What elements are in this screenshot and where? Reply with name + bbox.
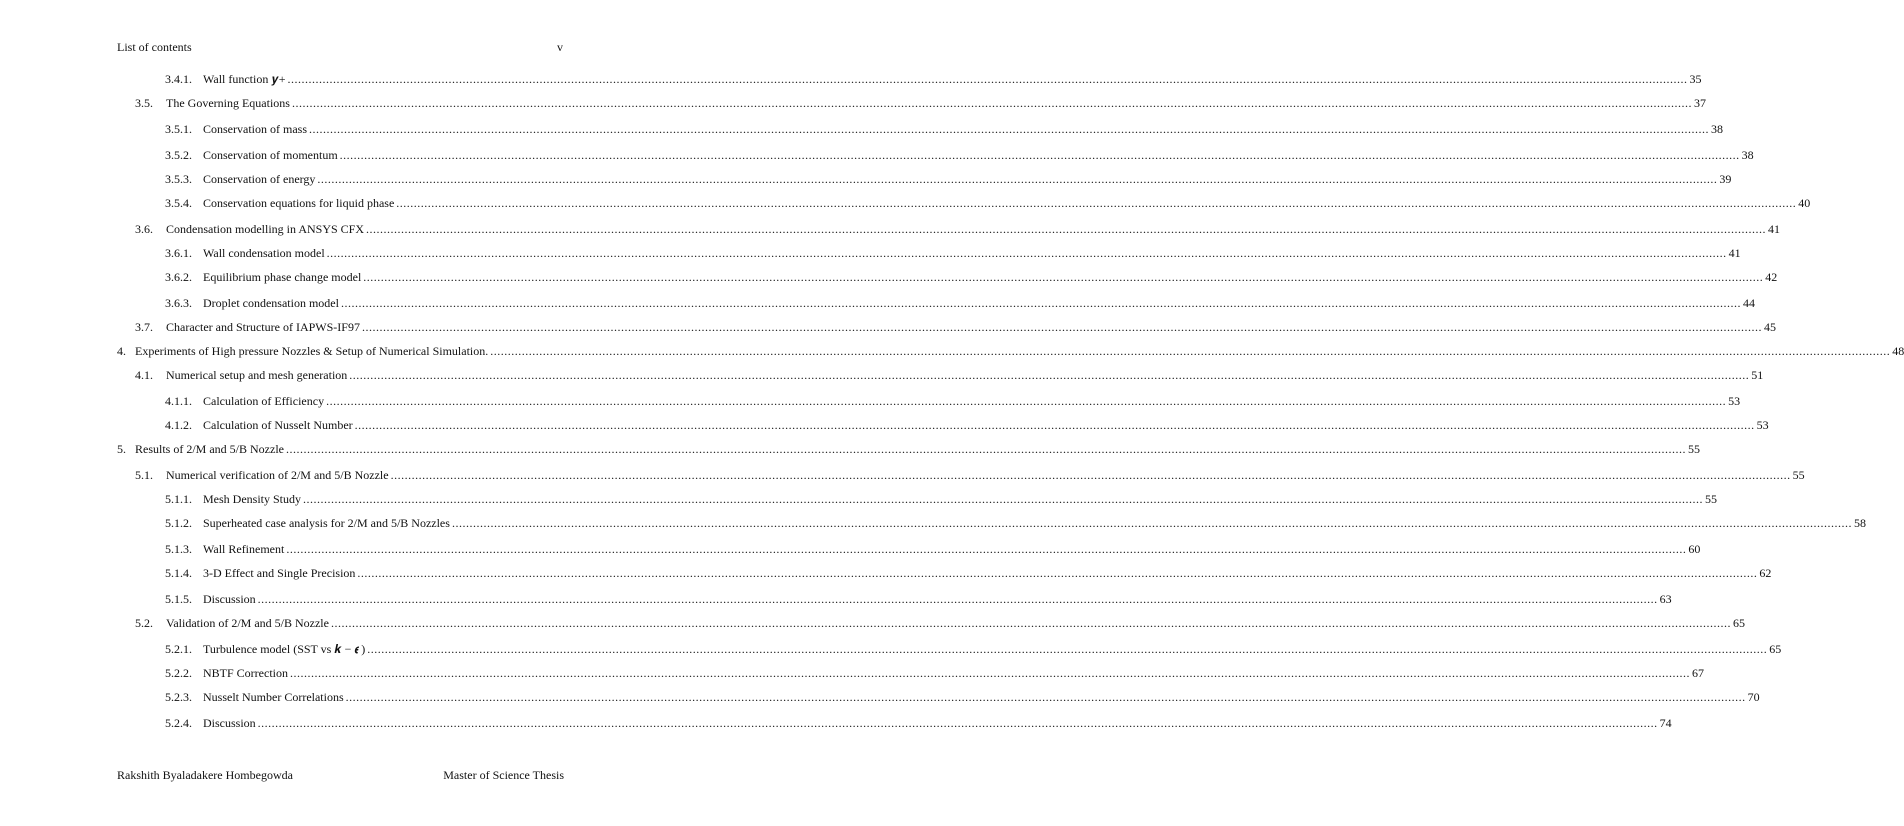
- toc-entry-number: 5.1.3.: [165, 542, 192, 556]
- toc-leader-dots: ................................................................................................................................................................................................................................................................................................................................................................................................................: [317, 172, 1718, 186]
- toc-leader-dots: ................................................................................................................................................................................................................................................................................................................................................................................................................: [451, 516, 1852, 530]
- toc-entry-title: Calculation of Nusselt Number: [203, 418, 353, 432]
- toc-entry-title: Wall Refinement: [203, 542, 285, 556]
- toc-leader-dots: ................................................................................................................................................................................................................................................................................................................................................................................................................: [363, 270, 1764, 284]
- toc-entry[interactable]: [165, 392, 1741, 410]
- toc-entry-number: 3.7.: [135, 320, 153, 334]
- footer-author: Rakshith Byaladakere Hombegowda: [117, 768, 293, 782]
- toc-leader-dots: ................................................................................................................................................................................................................................................................................................................................................................................................................: [286, 542, 1687, 556]
- toc-entry-title: Numerical setup and mesh generation: [166, 368, 348, 382]
- toc-entry-page: 63: [1659, 592, 1672, 606]
- toc-leader-dots: ................................................................................................................................................................................................................................................................................................................................................................................................................: [345, 690, 1746, 704]
- toc-entry-title: Results of 2/M and 5/B Nozzle: [135, 442, 284, 456]
- toc-leader-dots: ................................................................................................................................................................................................................................................................................................................................................................................................................: [303, 492, 1704, 506]
- toc-entry[interactable]: [117, 342, 1904, 360]
- toc-entry-title: Discussion: [203, 592, 256, 606]
- toc-entry-page: 38: [1741, 148, 1754, 162]
- toc-entry-title: Conservation of momentum: [203, 148, 338, 162]
- toc-entry-title: The Governing Equations: [166, 96, 290, 110]
- toc-entry-page: 55: [1687, 442, 1700, 456]
- toc-entry-number: 4.1.2.: [165, 418, 192, 432]
- toc-entry-page: 67: [1692, 666, 1704, 680]
- toc-leader-dots: ................................................................................................................................................................................................................................................................................................................................................................................................................: [285, 442, 1686, 456]
- toc-entry-page: 53: [1756, 418, 1769, 432]
- toc-entry-number: 3.5.1.: [165, 122, 192, 136]
- page-footer: [117, 768, 567, 786]
- toc-entry[interactable]: [165, 170, 1732, 188]
- toc-entry-page: 38: [1711, 122, 1723, 136]
- toc-entry-number: 3.6.3.: [165, 296, 192, 310]
- toc-entry-number: 3.4.1.: [165, 72, 192, 86]
- toc-entry-title: Calculation of Efficiency: [203, 394, 325, 408]
- toc-entry-title: Mesh Density Study: [203, 492, 302, 506]
- toc-leader-dots: ................................................................................................................................................................................................................................................................................................................................................................................................................: [339, 148, 1740, 162]
- toc-entry-title: Numerical verification of 2/M and 5/B Nozzle: [166, 468, 389, 482]
- toc-leader-dots: ................................................................................................................................................................................................................................................................................................................................................................................................................: [367, 642, 1768, 656]
- toc-leader-dots: ................................................................................................................................................................................................................................................................................................................................................................................................................: [390, 468, 1791, 482]
- toc-entry[interactable]: [165, 194, 1811, 212]
- toc-entry[interactable]: [165, 268, 1778, 286]
- toc-entry-title: Conservation of energy: [203, 172, 316, 186]
- toc-entry[interactable]: [165, 714, 1672, 732]
- toc-entry-page: 35: [1689, 72, 1702, 86]
- toc-entry-page: 42: [1765, 270, 1778, 284]
- toc-entry-page: 70: [1747, 690, 1760, 704]
- toc-entry[interactable]: [117, 440, 1700, 458]
- toc-entry[interactable]: [135, 318, 1776, 336]
- toc-entry[interactable]: [165, 564, 1772, 582]
- toc-leader-dots: ................................................................................................................................................................................................................................................................................................................................................................................................................: [326, 394, 1727, 408]
- toc-entry-number: 3.6.2.: [165, 270, 192, 284]
- toc-entry[interactable]: [165, 514, 1866, 532]
- toc-leader-dots: ................................................................................................................................................................................................................................................................................................................................................................................................................: [490, 344, 1891, 358]
- toc-entry[interactable]: [165, 70, 1702, 88]
- toc-entry-page: 65: [1769, 642, 1782, 656]
- toc-entry-number: 3.5.4.: [165, 196, 192, 210]
- toc-entry-page: 55: [1792, 468, 1805, 482]
- toc-entry-page: 53: [1728, 394, 1741, 408]
- toc-entry-number: 5.1.2.: [165, 516, 192, 530]
- toc-entry[interactable]: [165, 490, 1718, 508]
- toc-entry[interactable]: [135, 94, 1706, 112]
- toc-entry-page: 60: [1688, 542, 1701, 556]
- toc-entry-page: 65: [1732, 616, 1745, 630]
- toc-leader-dots: ................................................................................................................................................................................................................................................................................................................................................................................................................: [257, 716, 1658, 730]
- toc-leader-dots: ................................................................................................................................................................................................................................................................................................................................................................................................................: [340, 296, 1741, 310]
- toc-entry-page: 62: [1759, 566, 1772, 580]
- toc-entry[interactable]: [135, 220, 1781, 238]
- toc-entry[interactable]: [165, 416, 1769, 434]
- toc-entry-title: Wall condensation model: [203, 246, 325, 260]
- toc-entry-page: 41: [1768, 222, 1781, 236]
- toc-leader-dots: ................................................................................................................................................................................................................................................................................................................................................................................................................: [349, 368, 1750, 382]
- toc-entry-title: Experiments of High pressure Nozzles & Setup of Numerical Simulation.: [135, 344, 489, 358]
- toc-entry[interactable]: [165, 146, 1754, 164]
- toc-entry[interactable]: [165, 688, 1760, 706]
- toc-entry[interactable]: [165, 294, 1755, 312]
- toc-leader-dots: ................................................................................................................................................................................................................................................................................................................................................................................................................: [330, 616, 1731, 630]
- toc-entry-number: 5.1.: [135, 468, 153, 482]
- toc-entry[interactable]: [135, 466, 1805, 484]
- toc-entry-page: 37: [1693, 96, 1706, 110]
- toc-entry-number: 3.6.1.: [165, 246, 192, 260]
- toc-leader-dots: ................................................................................................................................................................................................................................................................................................................................................................................................................: [354, 418, 1755, 432]
- toc-entry-number: 5.: [117, 442, 126, 456]
- toc-entry-title: Equilibrium phase change model: [203, 270, 362, 284]
- toc-leader-dots: ................................................................................................................................................................................................................................................................................................................................................................................................................: [309, 122, 1709, 136]
- toc-leader-dots: ................................................................................................................................................................................................................................................................................................................................................................................................................: [396, 196, 1797, 210]
- toc-entry-title: Conservation of mass: [203, 122, 307, 136]
- toc-entry[interactable]: [165, 590, 1672, 608]
- toc-entry-number: 5.1.5.: [165, 592, 192, 606]
- toc-entry-page: 41: [1728, 246, 1741, 260]
- toc-entry-title: Superheated case analysis for 2/M and 5/B Nozzles: [203, 516, 450, 530]
- toc-entry-title: Conservation equations for liquid phase: [203, 196, 395, 210]
- toc-entry-page: 74: [1659, 716, 1672, 730]
- toc-entry-number: 3.5.: [135, 96, 153, 110]
- toc-entry-title: Turbulence model (SST vs 𝒌 − 𝝐 ): [203, 642, 366, 656]
- toc-entry-title: Wall function 𝒚+: [203, 72, 286, 86]
- toc-entry[interactable]: [165, 664, 1704, 682]
- toc-entry-title: Condensation modelling in ANSYS CFX: [166, 222, 365, 236]
- toc-entry-page: 39: [1719, 172, 1732, 186]
- toc-entry-page: 44: [1742, 296, 1755, 310]
- toc-entry[interactable]: [135, 366, 1764, 384]
- toc-leader-dots: ................................................................................................................................................................................................................................................................................................................................................................................................................: [257, 592, 1658, 606]
- toc-entry[interactable]: [135, 614, 1745, 632]
- toc-entry-number: 3.5.3.: [165, 172, 192, 186]
- toc-entry-title: 3-D Effect and Single Precision: [203, 566, 356, 580]
- toc-entry[interactable]: [165, 120, 1723, 138]
- toc-leader-dots: ................................................................................................................................................................................................................................................................................................................................................................................................................: [366, 222, 1767, 236]
- running-header-title: List of contents: [117, 40, 192, 54]
- toc-leader-dots: ................................................................................................................................................................................................................................................................................................................................................................................................................: [290, 666, 1690, 680]
- toc-entry-page: 40: [1798, 196, 1811, 210]
- toc-entry[interactable]: [165, 540, 1701, 558]
- toc-entry-page: 55: [1705, 492, 1718, 506]
- toc-entry-page: 58: [1853, 516, 1866, 530]
- toc-entry-number: 3.6.: [135, 222, 153, 236]
- toc-entry-title: Validation of 2/M and 5/B Nozzle: [166, 616, 329, 630]
- toc-entry-page: 48: [1892, 344, 1904, 358]
- toc-entry-title: Nusselt Number Correlations: [203, 690, 344, 704]
- toc-entry-number: 4.1.1.: [165, 394, 192, 408]
- toc-entry-number: 5.2.2.: [165, 666, 192, 680]
- toc-entry-title: NBTF Correction: [203, 666, 288, 680]
- toc-entry[interactable]: [165, 640, 1782, 658]
- toc-leader-dots: ................................................................................................................................................................................................................................................................................................................................................................................................................: [357, 566, 1758, 580]
- toc-entry-page: 45: [1763, 320, 1776, 334]
- toc-entry-title: Discussion: [203, 716, 256, 730]
- toc-entry-title: Droplet condensation model: [203, 296, 339, 310]
- toc-entry-number: 5.2.1.: [165, 642, 192, 656]
- toc-entry-number: 4.1.: [135, 368, 153, 382]
- toc-entry-page: 51: [1751, 368, 1764, 382]
- toc-leader-dots: ................................................................................................................................................................................................................................................................................................................................................................................................................: [287, 72, 1688, 86]
- footer-thesis-type: Master of Science Thesis: [443, 768, 564, 782]
- page-number: v: [557, 40, 563, 54]
- toc-leader-dots: ................................................................................................................................................................................................................................................................................................................................................................................................................: [361, 320, 1762, 334]
- toc-entry-number: 5.1.4.: [165, 566, 192, 580]
- toc-entry-number: 3.5.2.: [165, 148, 192, 162]
- toc-entry-number: 5.2.4.: [165, 716, 192, 730]
- toc-leader-dots: ................................................................................................................................................................................................................................................................................................................................................................................................................: [291, 96, 1692, 110]
- toc-entry-number: 5.2.: [135, 616, 153, 630]
- toc-entry-number: 5.1.1.: [165, 492, 192, 506]
- toc-leader-dots: ................................................................................................................................................................................................................................................................................................................................................................................................................: [326, 246, 1727, 260]
- toc-entry-title: Character and Structure of IAPWS-IF97: [166, 320, 360, 334]
- toc-entry[interactable]: [165, 244, 1741, 262]
- toc-entry-number: 4.: [117, 344, 126, 358]
- toc-entry-number: 5.2.3.: [165, 690, 192, 704]
